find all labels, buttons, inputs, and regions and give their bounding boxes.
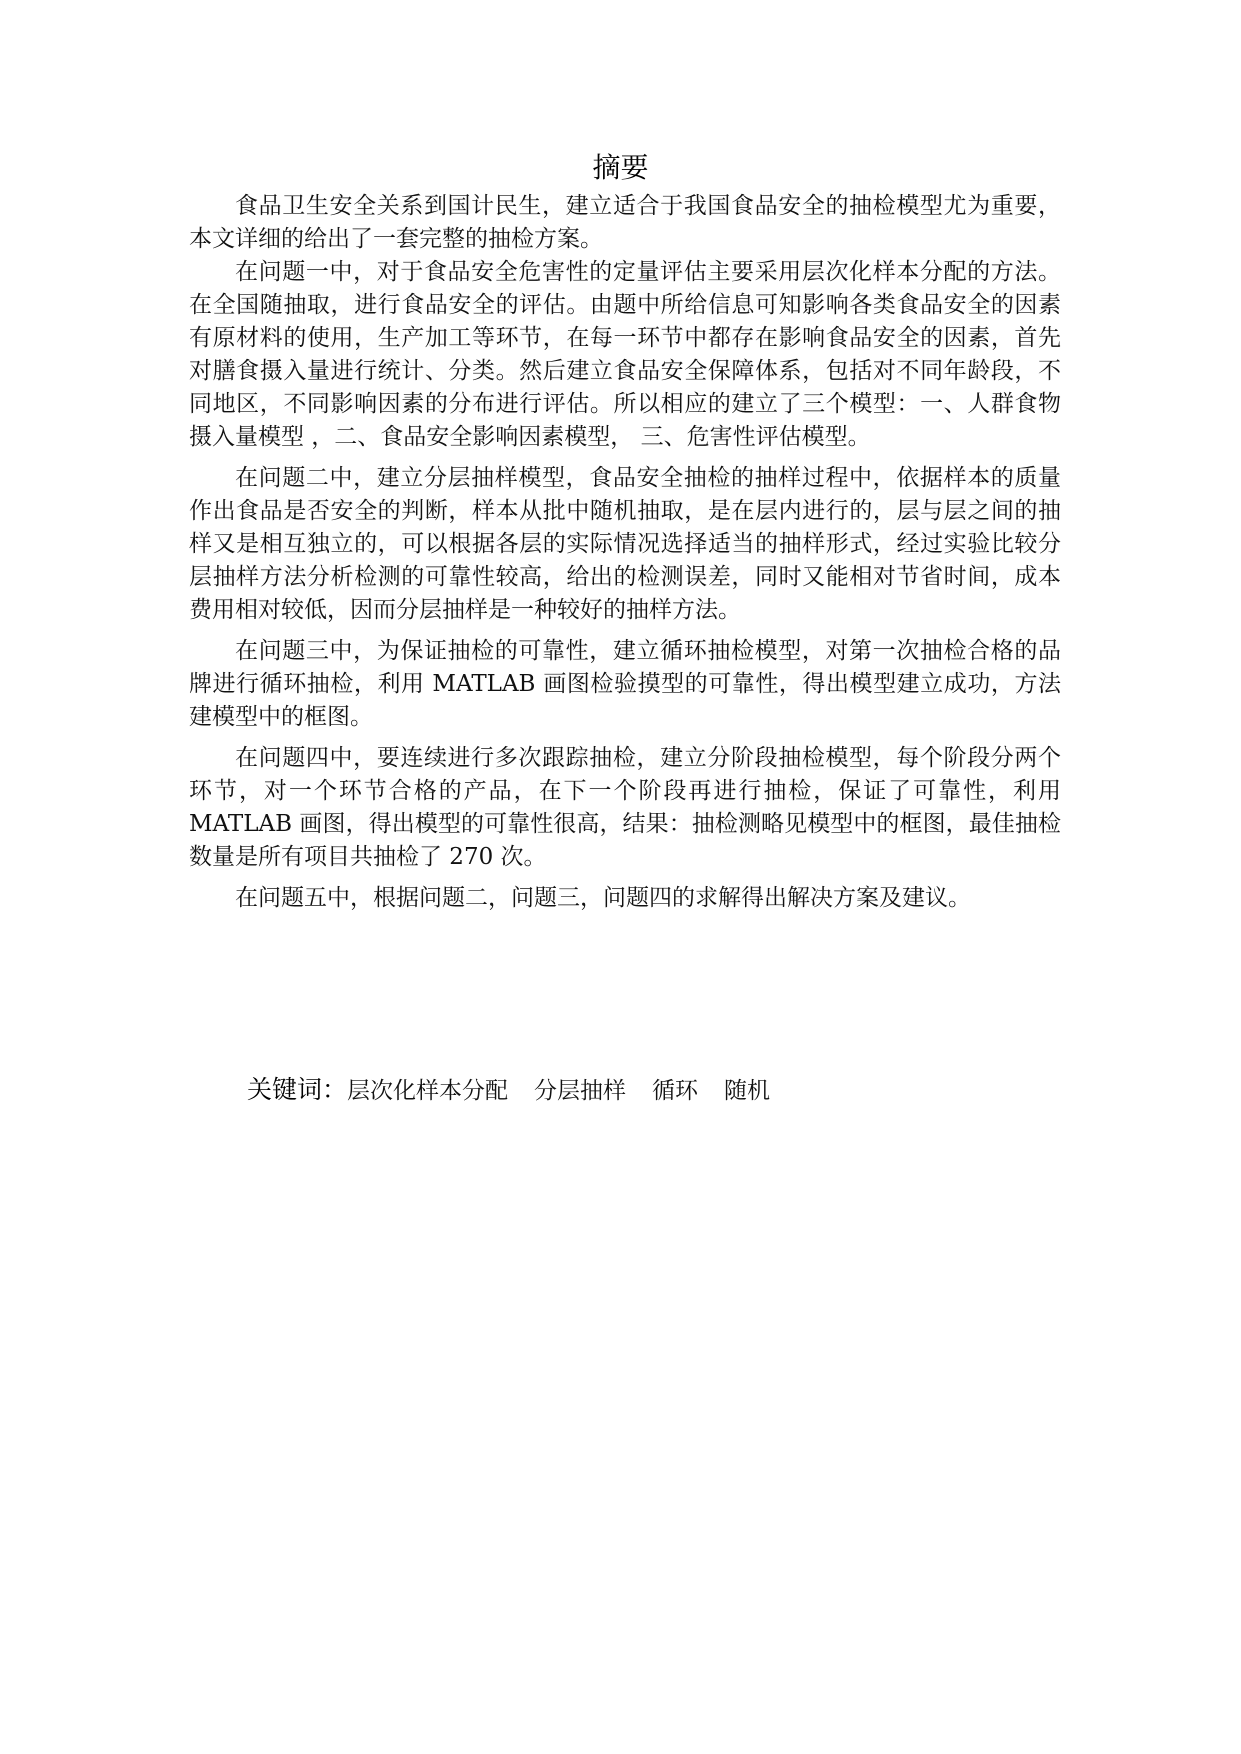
paragraph-problem-3: 在问题三中，为保证抽检的可靠性，建立循环抽检模型，对第一次抽检合格的品牌进行循环抽检，利用 MATLAB 画图检验摸型的可靠性，得出模型建立成功，方法建模型中的框图。 xyxy=(189,638,1061,730)
keyword-term: 分层抽样 xyxy=(534,1078,627,1104)
paragraph-problem-5: 在问题五中，根据问题二，问题三，问题四的求解得出解决方案及建议。 xyxy=(235,885,971,911)
keyword-term: 随机 xyxy=(724,1078,771,1104)
paragraph-problem-4: 在问题四中，要连续进行多次跟踪抽检，建立分阶段抽检模型，每个阶段分两个环节，对一个环节合格的产品，在下一个阶段再进行抽检，保证了可靠性，利用 MATLAB 画图，得出模型的可靠性很高，结果：抽检测略见模型中的框图，最佳抽检数量是所有项目共抽检了 270 次。 xyxy=(189,745,1061,870)
keywords-label: 关键词： xyxy=(247,1075,348,1104)
keywords-line xyxy=(247,1072,796,1109)
paragraph-problem-1: 在问题一中，对于食品安全危害性的定量评估主要采用层次化样本分配的方法。在全国随抽取，进行食品安全的评估。由题中所给信息可知影响各类食品安全的因素有原材料的使用，生产加工等环节，在每一环节中都存在影响食品安全的因素，首先对膳食摄入量进行统计、分类。然后建立食品安全保障体系，包括对不同年龄段，不同地区，不同影响因素的分布进行评估。所以相应的建立了三个模型：一、人群食物摄入量模型 ，二、食品安全影响因素模型， 三、危害性评估模型。 xyxy=(189,259,1061,450)
abstract-title: 摘要 xyxy=(592,151,649,184)
paragraph-problem-2: 在问题二中，建立分层抽样模型，食品安全抽检的抽样过程中，依据样本的质量作出食品是否安全的判断，样本从批中随机抽取，是在层内进行的，层与层之间的抽样又是相互独立的，可以根据各层的实际情况选择适当的抽样形式，经过实验比较分层抽样方法分析检测的可靠性较高，给出的检测误差，同时又能相对节省时间，成本费用相对较低，因而分层抽样是一种较好的抽样方法。 xyxy=(189,465,1061,623)
keyword-term: 循环 xyxy=(652,1078,699,1104)
abstract-body xyxy=(189,190,1061,915)
paragraph-intro: 食品卫生安全关系到国计民生，建立适合于我国食品安全的抽检模型尤为重要，本文详细的给出了一套完整的抽检方案。 xyxy=(189,193,1061,252)
keyword-term: 层次化样本分配 xyxy=(347,1078,509,1104)
